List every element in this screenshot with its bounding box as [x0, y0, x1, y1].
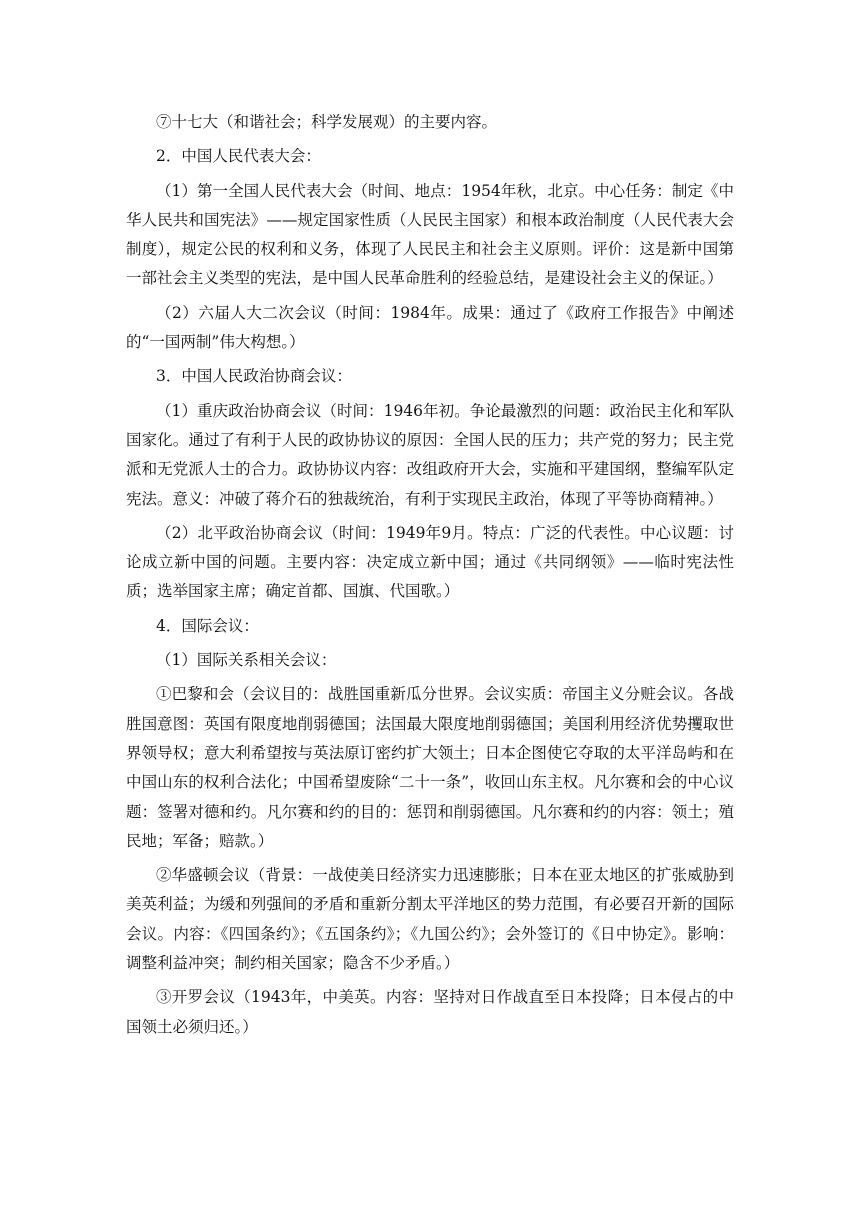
paragraph-chongqing-pcc: （1）重庆政治协商会议（时间：1946年初。争论最激烈的问题：政治民主化和军队国家化。通过了有利于人民的政协协议的原因：全国人民的压力；共产党的努力；民主党派和无党派人士的合力。政协协议内容：改组政府开大会，实施和平建国纲，整编军队定宪法。意义：冲破了蒋介石的独裁统治，有利于实现民主政治，体现了平等协商精神。）: [126, 401, 734, 508]
heading-npc: 2．中国人民代表大会：: [156, 147, 321, 166]
paragraph-paris-peace-conference: ①巴黎和会（会议目的：战胜国重新瓜分世界。会议实质：帝国主义分赃会议。各战胜国意图：英国有限度地削弱德国；法国最大限度地削弱德国；美国利用经济优势攫取世界领导权；意大利希望按与英法原订密约扩大领土；日本企图使它夺取的太平洋岛屿和在中国山东的权利合法化；中国希望废除“二十一条”，收回山东主权。凡尔赛和会的中心议题：签署对德和约。凡尔赛和约的目的：惩罚和削弱德国。凡尔赛和约的内容：领土；殖民地；军备；赔款。）: [126, 685, 734, 850]
paragraph-first-npc: （1）第一全国人民代表大会（时间、地点：1954年秋，北京。中心任务：制定《中华人民共和国宪法》——规定国家性质（人民民主国家）和根本政治制度（人民代表大会制度），规定公民的权利和义务，体现了人民民主和社会主义原则。评价：这是新中国第一部社会主义类型的宪法，是中国人民革命胜利的经验总结，是建设社会主义的保证。）: [126, 181, 734, 288]
paragraph-washington-conference: ②华盛顿会议（背景：一战使美日经济实力迅速膨胀；日本在亚太地区的扩张威胁到美英利益；为缓和列强间的矛盾和重新分割太平洋地区的势力范围，有必要召开新的国际会议。内容：《四国条约》；《五国条约》；《九国公约》；会外签订的《日中协定》。影响：调整利益冲突；制约相关国家；隐含不少矛盾。）: [126, 866, 734, 973]
subheading-international-relations: （1）国际关系相关会议：: [156, 651, 337, 670]
paragraph-seventeenth-congress: ⑦十七大（和谐社会；科学发展观）的主要内容。: [156, 113, 498, 131]
heading-international-conferences: 4．国际会议：: [156, 616, 259, 635]
paragraph-beiping-pcc: （2）北平政治协商会议（时间：1949年9月。特点：广泛的代表性。中心议题：讨论成立新中国的问题。主要内容：决定成立新中国；通过《共同纲领》——临时宪法性质；选举国家主席；确定首都、国旗、代国歌。）: [126, 523, 734, 601]
paragraph-cairo-conference: ③开罗会议（1943年，中美英。内容：坚持对日作战直至日本投降；日本侵占的中国领土必须归还。）: [126, 988, 734, 1036]
paragraph-sixth-npc: （2）六届人大二次会议（时间：1984年。成果：通过了《政府工作报告》中阐述的“一国两制”伟大构想。）: [126, 303, 734, 352]
document-body: [126, 108, 734, 1042]
heading-cppcc: 3．中国人民政治协商会议：: [156, 367, 352, 386]
